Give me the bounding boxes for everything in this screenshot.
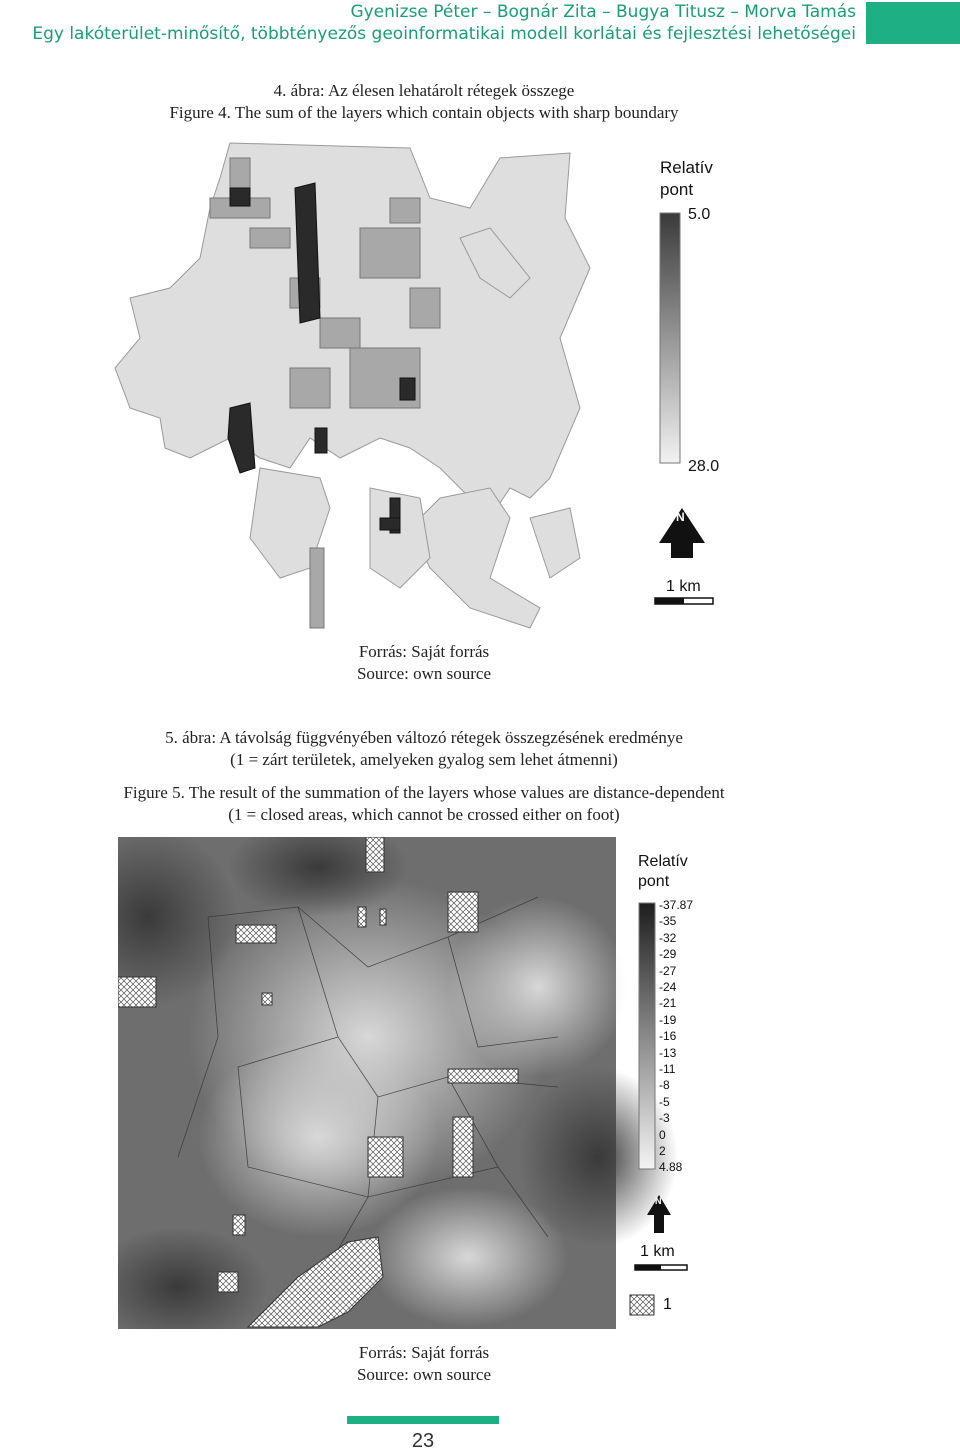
figure4-map	[110, 138, 730, 633]
figure5-legend-tick: -29	[659, 947, 677, 962]
figure5-legend-tick: 4.88	[659, 1160, 683, 1175]
figure4-legend-min: 28.0	[688, 458, 720, 475]
figure5-legend-title-1: Relatív	[638, 853, 688, 870]
figure5-legend-tick: -24	[659, 980, 677, 994]
figure4-legend-title-1: Relatív	[660, 158, 713, 177]
page-number: 23	[411, 1430, 435, 1452]
figure5-north-label: N	[655, 1196, 662, 1206]
figure5-legend-tick: 2	[659, 1144, 666, 1158]
figure5-legend-tick: -19	[659, 1012, 677, 1027]
header-accent-bar	[866, 2, 960, 44]
figure5-legend-tick: 0	[659, 1127, 666, 1142]
figure5-legend-tick: -27	[659, 963, 677, 978]
figure4-source-hu: Forrás: Saját forrás	[358, 642, 490, 661]
figure5-caption-hu-1: 5. ábra: A távolság függvényében változó rétegek összegzésének eredménye	[165, 728, 683, 747]
figure4-legend-title-2: pont	[660, 180, 694, 199]
figure5-caption-hu-2: (1 = zárt területek, amelyeken gyalog sem lehet átmenni)	[230, 750, 618, 769]
figure5-hatch-legend-box	[630, 1295, 654, 1315]
figure5-legend-tick: -11	[659, 1062, 676, 1076]
running-header-title: Egy lakóterület-minősítő, többtényezős geoinformatikai modell korlátai és fejlesztési lehetőségei	[32, 24, 856, 44]
figure5-caption-en-2: (1 = closed areas, which cannot be crossed either on foot)	[228, 805, 620, 824]
figure5-legend-tick: -13	[659, 1045, 677, 1060]
figure5-hatch-label: 1	[663, 1296, 672, 1313]
running-header-authors: Gyenizse Péter – Bognár Zita – Bugya Titusz – Morva Tamás	[350, 2, 856, 22]
figure5-map-svg	[118, 837, 698, 1329]
figure5-legend-title-2: pont	[638, 873, 670, 890]
figure5-source-hu: Forrás: Saját forrás	[358, 1343, 490, 1362]
figure4-caption-en: Figure 4. The sum of the layers which contain objects with sharp boundary	[169, 103, 679, 122]
figure5-legend-tick: -8	[659, 1078, 670, 1093]
figure5-legend-tick: -37.87	[659, 898, 694, 912]
figure4-source-en: Source: own source	[356, 664, 492, 683]
figure5-legend-tick: -5	[659, 1094, 670, 1109]
figure5-legend-gradient	[639, 903, 655, 1169]
figure5-source-en: Source: own source	[356, 1365, 492, 1384]
figure4-legend-max: 5.0	[688, 206, 711, 223]
footer-accent-bar	[347, 1416, 499, 1424]
figure5-map	[118, 837, 698, 1329]
figure4-caption-hu: 4. ábra: Az élesen lehatárolt rétegek összege	[273, 81, 575, 100]
figure5-caption-en-1: Figure 5. The result of the summation of the layers whose values are distance-dependent	[123, 783, 725, 802]
figure4-map-svg	[110, 138, 730, 633]
figure5-legend-tick: -21	[659, 996, 677, 1011]
figure4-scale-label: 1 km	[666, 578, 701, 595]
figure5-legend-tick: -32	[659, 930, 677, 945]
figure5-legend-tick: -35	[659, 914, 677, 929]
figure5-scale-label: 1 km	[640, 1243, 675, 1260]
figure5-legend-tick: -3	[659, 1111, 670, 1126]
figure4-north-label: N	[676, 510, 685, 524]
figure4-legend-gradient	[660, 213, 680, 463]
figure5-legend-tick: -16	[659, 1029, 677, 1044]
